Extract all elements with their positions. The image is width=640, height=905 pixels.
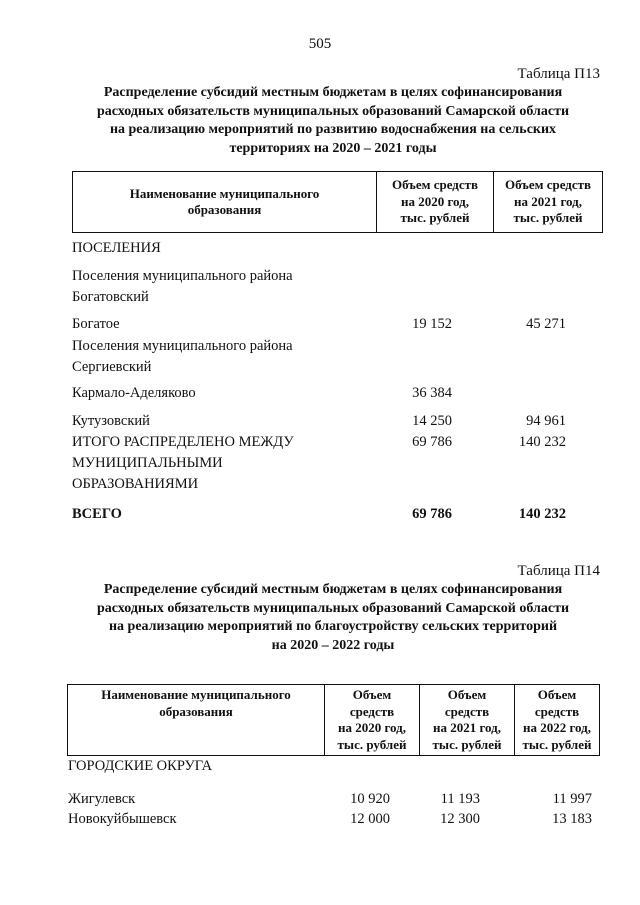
header-line: на 2021 год, bbox=[513, 193, 583, 209]
header-line: тыс. рублей bbox=[522, 736, 592, 752]
header-line: тыс. рублей bbox=[400, 210, 470, 226]
header-line: средств bbox=[534, 703, 580, 719]
table13-title-line: на реализацию мероприятий по развитию водоснабжения на сельских bbox=[109, 122, 557, 137]
table14-title-line: на реализацию мероприятий по благоустройству сельских территорий bbox=[108, 619, 558, 634]
row-name: ИТОГО РАСПРЕДЕЛЕНО МЕЖДУ bbox=[72, 434, 294, 450]
row-name: ГОРОДСКИЕ ОКРУГА bbox=[68, 758, 213, 774]
header-line: Объем bbox=[352, 687, 392, 702]
table13-row-district bbox=[72, 336, 293, 378]
row-name: Поселения муниципального района bbox=[72, 338, 293, 354]
row-name: Сергиевский bbox=[72, 359, 152, 375]
table13-title-line: Распределение субсидий местным бюджетам в целях софинансирования bbox=[103, 85, 563, 100]
table13-row bbox=[72, 383, 196, 404]
table13-row-total bbox=[72, 504, 122, 525]
header-line: средств bbox=[444, 703, 490, 719]
header-line: средств bbox=[349, 703, 395, 719]
table14-header-name bbox=[68, 685, 325, 756]
table14-row bbox=[68, 809, 177, 830]
table14-title-line: расходных обязательств муниципальных образований Самарской области bbox=[96, 600, 570, 616]
row-name: Жигулевск bbox=[68, 791, 136, 807]
cell-2020: 12 000 bbox=[350, 811, 390, 827]
table14-header-2021 bbox=[420, 685, 515, 756]
row-name: ПОСЕЛЕНИЯ bbox=[72, 240, 161, 256]
cell-2021: 94 961 bbox=[526, 413, 566, 429]
cell-2020: 14 250 bbox=[412, 413, 452, 429]
cell-2020: 10 920 bbox=[350, 791, 390, 807]
header-line: Объем bbox=[537, 687, 577, 702]
table13-title bbox=[66, 84, 600, 158]
table14-header-2020 bbox=[325, 685, 420, 756]
cell-2021: 140 232 bbox=[518, 506, 566, 522]
table13-caption: Таблица П13 bbox=[517, 66, 600, 82]
header-line: на 2020 год, bbox=[337, 720, 407, 735]
table13-row-subtotal bbox=[72, 432, 294, 495]
table13-header-2021 bbox=[494, 172, 603, 233]
cell-2020: 36 384 bbox=[412, 385, 452, 401]
cell-2021: 11 193 bbox=[440, 791, 480, 807]
header-line: Объем bbox=[447, 687, 487, 702]
table14-header-2022 bbox=[515, 685, 600, 756]
header-line: на 2022 год, bbox=[522, 720, 592, 735]
table14-header bbox=[67, 684, 600, 756]
cell-2020: 19 152 bbox=[412, 316, 452, 332]
row-name: Богатое bbox=[72, 316, 120, 332]
row-name: Кармало-Аделяково bbox=[72, 385, 196, 401]
table13-row-section bbox=[72, 238, 161, 259]
table14-title-line: Распределение субсидий местным бюджетам в целях софинансирования bbox=[103, 582, 563, 597]
table14-caption: Таблица П14 bbox=[517, 563, 600, 579]
table13-title-line: расходных обязательств муниципальных образований Самарской области bbox=[96, 103, 570, 119]
table14-row-section bbox=[68, 756, 212, 777]
table14-title-line: на 2020 – 2022 годы bbox=[271, 637, 395, 653]
header-line: на 2020 год, bbox=[400, 193, 470, 209]
header-line: тыс. рублей bbox=[432, 736, 502, 752]
header-line: Объем средств bbox=[504, 177, 592, 193]
header-line: Наименование муниципального bbox=[129, 185, 320, 201]
cell-2022: 13 183 bbox=[552, 811, 592, 827]
cell-2020: 69 786 bbox=[412, 506, 452, 522]
header-line: образования bbox=[187, 202, 262, 217]
table13-title-line: территориях на 2020 – 2021 годы bbox=[229, 140, 437, 156]
row-name: ВСЕГО bbox=[72, 506, 122, 522]
table14-row bbox=[68, 789, 135, 810]
table13-header bbox=[72, 171, 603, 233]
header-line: тыс. рублей bbox=[337, 736, 407, 752]
table13-row-district bbox=[72, 266, 293, 308]
row-name: ОБРАЗОВАНИЯМИ bbox=[72, 476, 199, 492]
table13-row bbox=[72, 314, 120, 335]
page-number: 505 bbox=[308, 36, 332, 52]
header-line: Наименование муниципального bbox=[101, 687, 291, 702]
row-name: Поселения муниципального района bbox=[72, 268, 293, 284]
cell-2021: 45 271 bbox=[526, 316, 566, 332]
table13-header-2020 bbox=[377, 172, 494, 233]
cell-2020: 69 786 bbox=[412, 434, 452, 450]
row-name: Новокуйбышевск bbox=[68, 811, 177, 827]
cell-2021: 12 300 bbox=[440, 811, 480, 827]
table13-row bbox=[72, 411, 150, 432]
header-line: Объем средств bbox=[391, 177, 479, 193]
table13-header-name bbox=[73, 172, 377, 233]
row-name: МУНИЦИПАЛЬНЫМИ bbox=[72, 455, 223, 471]
header-line: тыс. рублей bbox=[513, 210, 583, 226]
header-line: на 2021 год, bbox=[432, 720, 502, 735]
row-name: Богатовский bbox=[72, 289, 149, 305]
table14-title bbox=[66, 581, 600, 655]
cell-2022: 11 997 bbox=[552, 791, 592, 807]
row-name: Кутузовский bbox=[72, 413, 150, 429]
cell-2021: 140 232 bbox=[518, 434, 566, 450]
header-line: образования bbox=[159, 703, 233, 719]
